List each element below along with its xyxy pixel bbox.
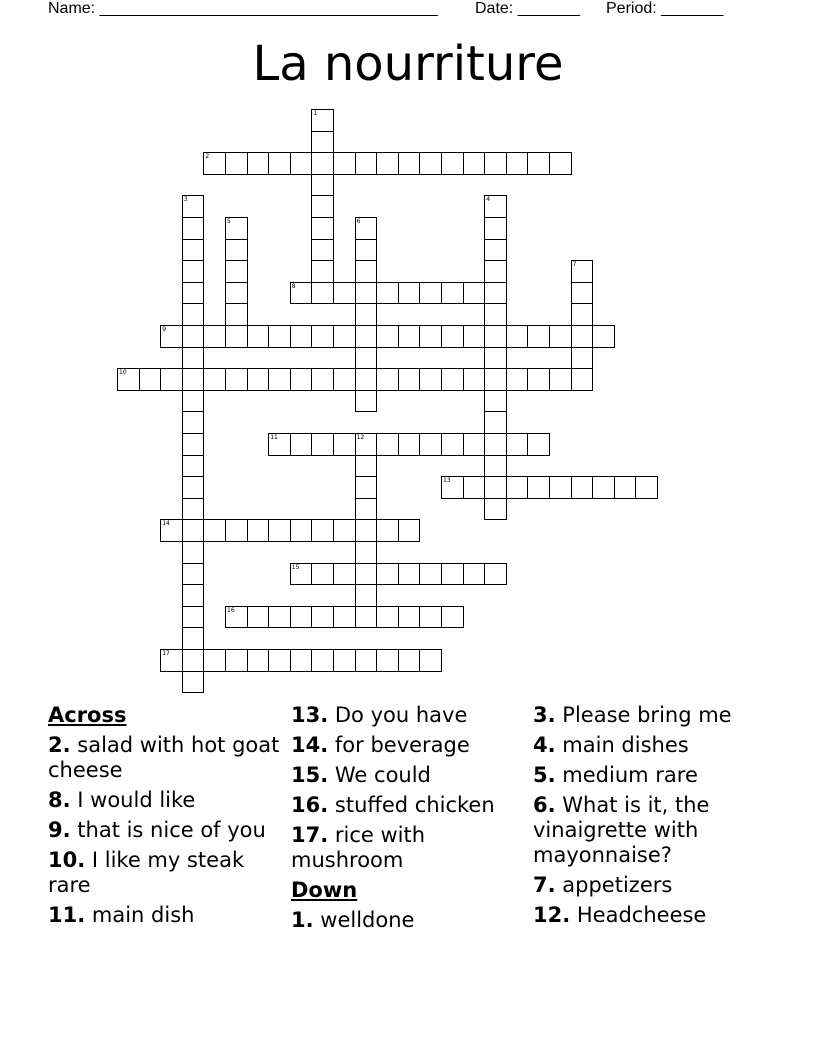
crossword-cell[interactable] xyxy=(333,519,356,542)
crossword-cell[interactable] xyxy=(182,282,205,305)
crossword-cell[interactable] xyxy=(333,152,356,175)
crossword-cell[interactable] xyxy=(398,152,421,175)
crossword-cell[interactable] xyxy=(311,325,334,348)
crossword-cell[interactable] xyxy=(376,152,399,175)
clue-number: 4 xyxy=(486,196,491,204)
clue-across-2: 2. salad with hot goat cheese xyxy=(48,733,280,782)
crossword-cell[interactable] xyxy=(311,239,334,262)
crossword-cell[interactable] xyxy=(398,649,421,672)
crossword-cell[interactable] xyxy=(506,476,529,499)
crossword-cell[interactable] xyxy=(290,606,313,629)
clue-number: 3 xyxy=(183,196,188,204)
clue-across-11: 11. main dish xyxy=(48,903,195,927)
crossword-cell[interactable] xyxy=(635,476,658,499)
clue-across-10: 10. I like my steak rare xyxy=(48,848,245,897)
crossword-cell[interactable] xyxy=(225,606,248,629)
clue-number: 7 xyxy=(572,261,577,269)
crossword-cell[interactable] xyxy=(484,411,507,434)
crossword-cell[interactable] xyxy=(398,325,421,348)
crossword-cell[interactable] xyxy=(419,368,442,391)
crossword-cell[interactable] xyxy=(376,325,399,348)
crossword-cell[interactable] xyxy=(419,606,442,629)
crossword-cell[interactable] xyxy=(419,282,442,305)
clue-number: 2 xyxy=(205,153,210,161)
crossword-cell[interactable] xyxy=(484,563,507,586)
crossword-cell[interactable] xyxy=(441,606,464,629)
crossword-cell[interactable] xyxy=(225,649,248,672)
crossword-cell[interactable] xyxy=(290,325,313,348)
crossword-cell[interactable] xyxy=(182,627,205,650)
clue-across-14: 14. for beverage xyxy=(291,733,470,757)
crossword-cell[interactable] xyxy=(355,519,378,542)
crossword-cell[interactable] xyxy=(225,368,248,391)
crossword-cell[interactable] xyxy=(203,519,226,542)
crossword-cell[interactable] xyxy=(311,152,334,175)
crossword-cell[interactable] xyxy=(182,671,205,694)
crossword-cell[interactable] xyxy=(311,649,334,672)
clue-number: 9 xyxy=(162,326,167,333)
crossword-cell[interactable] xyxy=(463,368,486,391)
crossword-cell[interactable] xyxy=(441,282,464,305)
crossword-cell[interactable] xyxy=(571,260,594,283)
crossword-cell[interactable] xyxy=(484,303,507,326)
crossword-cell[interactable] xyxy=(225,239,248,262)
crossword-cell[interactable] xyxy=(225,217,248,240)
clue-down-3: 3. Please bring me xyxy=(533,703,732,727)
crossword-cell[interactable] xyxy=(182,390,205,413)
clue-number: 17 xyxy=(162,650,170,657)
crossword-cell[interactable] xyxy=(527,476,550,499)
crossword-cell[interactable] xyxy=(268,325,291,348)
crossword-cell[interactable] xyxy=(419,325,442,348)
crossword-cell[interactable] xyxy=(333,563,356,586)
crossword-cell[interactable] xyxy=(203,152,226,175)
crossword-cell[interactable] xyxy=(311,109,334,132)
crossword-cell[interactable] xyxy=(571,476,594,499)
crossword-cell[interactable] xyxy=(571,368,594,391)
crossword-cell[interactable] xyxy=(355,563,378,586)
crossword-cell[interactable] xyxy=(527,152,550,175)
crossword-cell[interactable] xyxy=(268,368,291,391)
crossword-cell[interactable] xyxy=(441,433,464,456)
down-heading: Down xyxy=(291,878,358,902)
crossword-cell[interactable] xyxy=(398,563,421,586)
crossword-cell[interactable] xyxy=(268,433,291,456)
crossword-cell[interactable] xyxy=(484,455,507,478)
crossword-cell[interactable] xyxy=(247,152,270,175)
crossword-cell[interactable] xyxy=(160,368,183,391)
crossword-cell[interactable] xyxy=(117,368,140,391)
crossword-cell[interactable] xyxy=(355,217,378,240)
crossword-cell[interactable] xyxy=(419,563,442,586)
crossword-cell[interactable] xyxy=(614,476,637,499)
clue-number: 11 xyxy=(270,434,278,441)
crossword-cell[interactable] xyxy=(355,649,378,672)
crossword-cell[interactable] xyxy=(247,606,270,629)
crossword-cell[interactable] xyxy=(311,195,334,218)
crossword-cell[interactable] xyxy=(419,649,442,672)
crossword-cell[interactable] xyxy=(463,325,486,348)
clue-down-4: 4. main dishes xyxy=(533,733,689,757)
crossword-cell[interactable] xyxy=(463,563,486,586)
crossword-cell[interactable] xyxy=(376,282,399,305)
crossword-cell[interactable] xyxy=(376,563,399,586)
crossword-cell[interactable] xyxy=(571,325,594,348)
crossword-cell[interactable] xyxy=(376,433,399,456)
crossword-cell[interactable] xyxy=(182,325,205,348)
period-field-label[interactable]: Period: _______ xyxy=(606,0,724,17)
crossword-cell[interactable] xyxy=(355,433,378,456)
crossword-cell[interactable] xyxy=(247,519,270,542)
crossword-cell[interactable] xyxy=(182,541,205,564)
crossword-cell[interactable] xyxy=(549,476,572,499)
clue-number: 14 xyxy=(162,520,170,528)
clue-across-8: 8. I would like xyxy=(48,788,196,812)
clue-across-9: 9. that is nice of you xyxy=(48,818,266,842)
crossword-cell[interactable] xyxy=(355,152,378,175)
crossword-cell[interactable] xyxy=(441,563,464,586)
crossword-cell[interactable] xyxy=(311,174,334,197)
crossword-cell[interactable] xyxy=(203,368,226,391)
crossword-cell[interactable] xyxy=(376,368,399,391)
crossword-cell[interactable] xyxy=(268,519,291,542)
crossword-cell[interactable] xyxy=(182,347,205,370)
crossword-cell[interactable] xyxy=(441,368,464,391)
crossword-cell[interactable] xyxy=(311,519,334,542)
clues-column-3 xyxy=(533,703,773,933)
clues-column-2 xyxy=(291,703,531,938)
across-heading: Across xyxy=(48,703,127,727)
crossword-cell[interactable] xyxy=(484,476,507,499)
crossword-cell[interactable] xyxy=(419,433,442,456)
crossword-cell[interactable] xyxy=(333,325,356,348)
crossword-cell[interactable] xyxy=(247,649,270,672)
crossword-cell[interactable] xyxy=(484,152,507,175)
crossword-cell[interactable] xyxy=(333,433,356,456)
crossword-cell[interactable] xyxy=(311,563,334,586)
crossword-cell[interactable] xyxy=(527,325,550,348)
crossword-cell[interactable] xyxy=(398,433,421,456)
crossword-cell[interactable] xyxy=(290,563,313,586)
crossword-cell[interactable] xyxy=(203,649,226,672)
crossword-cell[interactable] xyxy=(268,606,291,629)
crossword-cell[interactable] xyxy=(484,347,507,370)
crossword-cell[interactable] xyxy=(311,260,334,283)
clue-down-5: 5. medium rare xyxy=(533,763,698,787)
crossword-cell[interactable] xyxy=(355,282,378,305)
crossword-cell[interactable] xyxy=(139,368,162,391)
crossword-cell[interactable] xyxy=(160,519,183,542)
crossword-cell[interactable] xyxy=(182,217,205,240)
crossword-cell[interactable] xyxy=(463,476,486,499)
crossword-cell[interactable] xyxy=(160,325,183,348)
crossword-cell[interactable] xyxy=(592,476,615,499)
clue-number: 15 xyxy=(291,563,300,571)
crossword-cell[interactable] xyxy=(484,239,507,262)
crossword-cell[interactable] xyxy=(549,152,572,175)
crossword-cell[interactable] xyxy=(333,606,356,629)
crossword-cell[interactable] xyxy=(527,433,550,456)
crossword-cell[interactable] xyxy=(268,152,291,175)
clue-down-1: 1. welldone xyxy=(291,908,415,932)
clue-across-17: 17. rice with mushroom xyxy=(291,823,426,872)
crossword-cell[interactable] xyxy=(355,455,378,478)
name-field-label[interactable]: Name: ______________________________________ xyxy=(48,0,438,17)
crossword-cell[interactable] xyxy=(203,325,226,348)
crossword-cell[interactable] xyxy=(290,519,313,542)
crossword-cell[interactable] xyxy=(376,606,399,629)
crossword-cell[interactable] xyxy=(355,498,378,521)
crossword-cell[interactable] xyxy=(355,325,378,348)
crossword-cell[interactable] xyxy=(355,541,378,564)
clue-number: 5 xyxy=(227,218,231,225)
crossword-cell[interactable] xyxy=(225,303,248,326)
crossword-cell[interactable] xyxy=(182,303,205,326)
clue-across-13: 13. Do you have xyxy=(291,703,468,727)
crossword-cell[interactable] xyxy=(182,519,205,542)
crossword-cell[interactable] xyxy=(290,649,313,672)
crossword-cell[interactable] xyxy=(506,368,529,391)
crossword-cell[interactable] xyxy=(268,649,291,672)
crossword-cell[interactable] xyxy=(398,606,421,629)
crossword-cell[interactable] xyxy=(484,217,507,240)
crossword-cell[interactable] xyxy=(484,282,507,305)
crossword-cell[interactable] xyxy=(441,325,464,348)
crossword-cell[interactable] xyxy=(225,282,248,305)
crossword-cell[interactable] xyxy=(484,433,507,456)
clue-number: 13 xyxy=(443,477,451,485)
crossword-cell[interactable] xyxy=(182,260,205,283)
crossword-cell[interactable] xyxy=(463,152,486,175)
crossword-cell[interactable] xyxy=(355,368,378,391)
crossword-cell[interactable] xyxy=(182,195,205,218)
clue-across-15: 15. We could xyxy=(291,763,431,787)
clue-down-6: 6. What is it, the vinaigrette with mayonnaise? xyxy=(533,793,710,867)
crossword-cell[interactable] xyxy=(182,476,205,499)
crossword-cell[interactable] xyxy=(398,519,421,542)
crossword-cell[interactable] xyxy=(290,368,313,391)
crossword-cell[interactable] xyxy=(225,152,248,175)
crossword-cell[interactable] xyxy=(182,498,205,521)
clue-down-12: 12. Headcheese xyxy=(533,903,707,927)
crossword-cell[interactable] xyxy=(506,152,529,175)
crossword-cell[interactable] xyxy=(182,433,205,456)
clue-number: 8 xyxy=(291,282,296,290)
crossword-cell[interactable] xyxy=(571,347,594,370)
crossword-cell[interactable] xyxy=(311,433,334,456)
crossword-cell[interactable] xyxy=(311,606,334,629)
crossword-cell[interactable] xyxy=(182,563,205,586)
crossword-cell[interactable] xyxy=(398,282,421,305)
crossword-cell[interactable] xyxy=(182,649,205,672)
crossword-cell[interactable] xyxy=(549,325,572,348)
crossword-cell[interactable] xyxy=(376,519,399,542)
crossword-cell[interactable] xyxy=(355,606,378,629)
page-title: La nourriture xyxy=(252,36,564,92)
crossword-cell[interactable] xyxy=(311,217,334,240)
clue-number: 1 xyxy=(313,110,318,117)
clue-number: 6 xyxy=(356,218,361,225)
crossword-cell[interactable] xyxy=(311,282,334,305)
crossword-cell[interactable] xyxy=(333,368,356,391)
crossword-cell[interactable] xyxy=(484,325,507,348)
crossword-cell[interactable] xyxy=(484,390,507,413)
crossword-cell[interactable] xyxy=(182,584,205,607)
crossword-cell[interactable] xyxy=(225,260,248,283)
clue-number: 10 xyxy=(119,369,127,377)
crossword-cell[interactable] xyxy=(182,455,205,478)
crossword-cell[interactable] xyxy=(333,282,356,305)
crossword-cell[interactable] xyxy=(355,303,378,326)
crossword-cell[interactable] xyxy=(463,282,486,305)
crossword-cell[interactable] xyxy=(376,649,399,672)
clue-number: 12 xyxy=(356,434,365,441)
crossword-cell[interactable] xyxy=(355,390,378,413)
crossword-cell[interactable] xyxy=(182,606,205,629)
clue-across-16: 16. stuffed chicken xyxy=(291,793,495,817)
crossword-cell[interactable] xyxy=(182,411,205,434)
crossword-cell[interactable] xyxy=(441,152,464,175)
clues-column-1 xyxy=(48,703,288,933)
crossword-cell[interactable] xyxy=(355,260,378,283)
crossword-cell[interactable] xyxy=(484,195,507,218)
crossword-cell[interactable] xyxy=(398,368,421,391)
clue-number: 16 xyxy=(227,606,235,614)
crossword-cell[interactable] xyxy=(290,433,313,456)
crossword-cell[interactable] xyxy=(484,260,507,283)
crossword-cell[interactable] xyxy=(506,325,529,348)
crossword-cell[interactable] xyxy=(311,368,334,391)
crossword-cell[interactable] xyxy=(527,368,550,391)
crossword-cell[interactable] xyxy=(355,347,378,370)
clue-down-7: 7. appetizers xyxy=(533,873,673,897)
crossword-cell[interactable] xyxy=(311,131,334,154)
date-field-label[interactable]: Date: _______ xyxy=(475,0,580,17)
crossword-cell[interactable] xyxy=(225,325,248,348)
crossword-cell[interactable] xyxy=(247,325,270,348)
crossword-cell[interactable] xyxy=(571,282,594,305)
crossword-cell[interactable] xyxy=(160,649,183,672)
crossword-cell[interactable] xyxy=(549,368,572,391)
crossword-cell[interactable] xyxy=(355,239,378,262)
crossword-cell[interactable] xyxy=(592,325,615,348)
crossword-cell[interactable] xyxy=(333,649,356,672)
crossword-cell[interactable] xyxy=(182,239,205,262)
crossword-cell[interactable] xyxy=(182,368,205,391)
crossword-cell[interactable] xyxy=(506,433,529,456)
crossword-cell[interactable] xyxy=(355,584,378,607)
crossword-cell[interactable] xyxy=(355,476,378,499)
crossword-cell[interactable] xyxy=(441,476,464,499)
crossword-cell[interactable] xyxy=(290,282,313,305)
crossword-cell[interactable] xyxy=(290,152,313,175)
crossword-cell[interactable] xyxy=(247,368,270,391)
crossword-cell[interactable] xyxy=(463,433,486,456)
crossword-cell[interactable] xyxy=(571,303,594,326)
crossword-cell[interactable] xyxy=(484,498,507,521)
crossword-cell[interactable] xyxy=(419,152,442,175)
crossword-cell[interactable] xyxy=(225,519,248,542)
crossword-cell[interactable] xyxy=(484,368,507,391)
